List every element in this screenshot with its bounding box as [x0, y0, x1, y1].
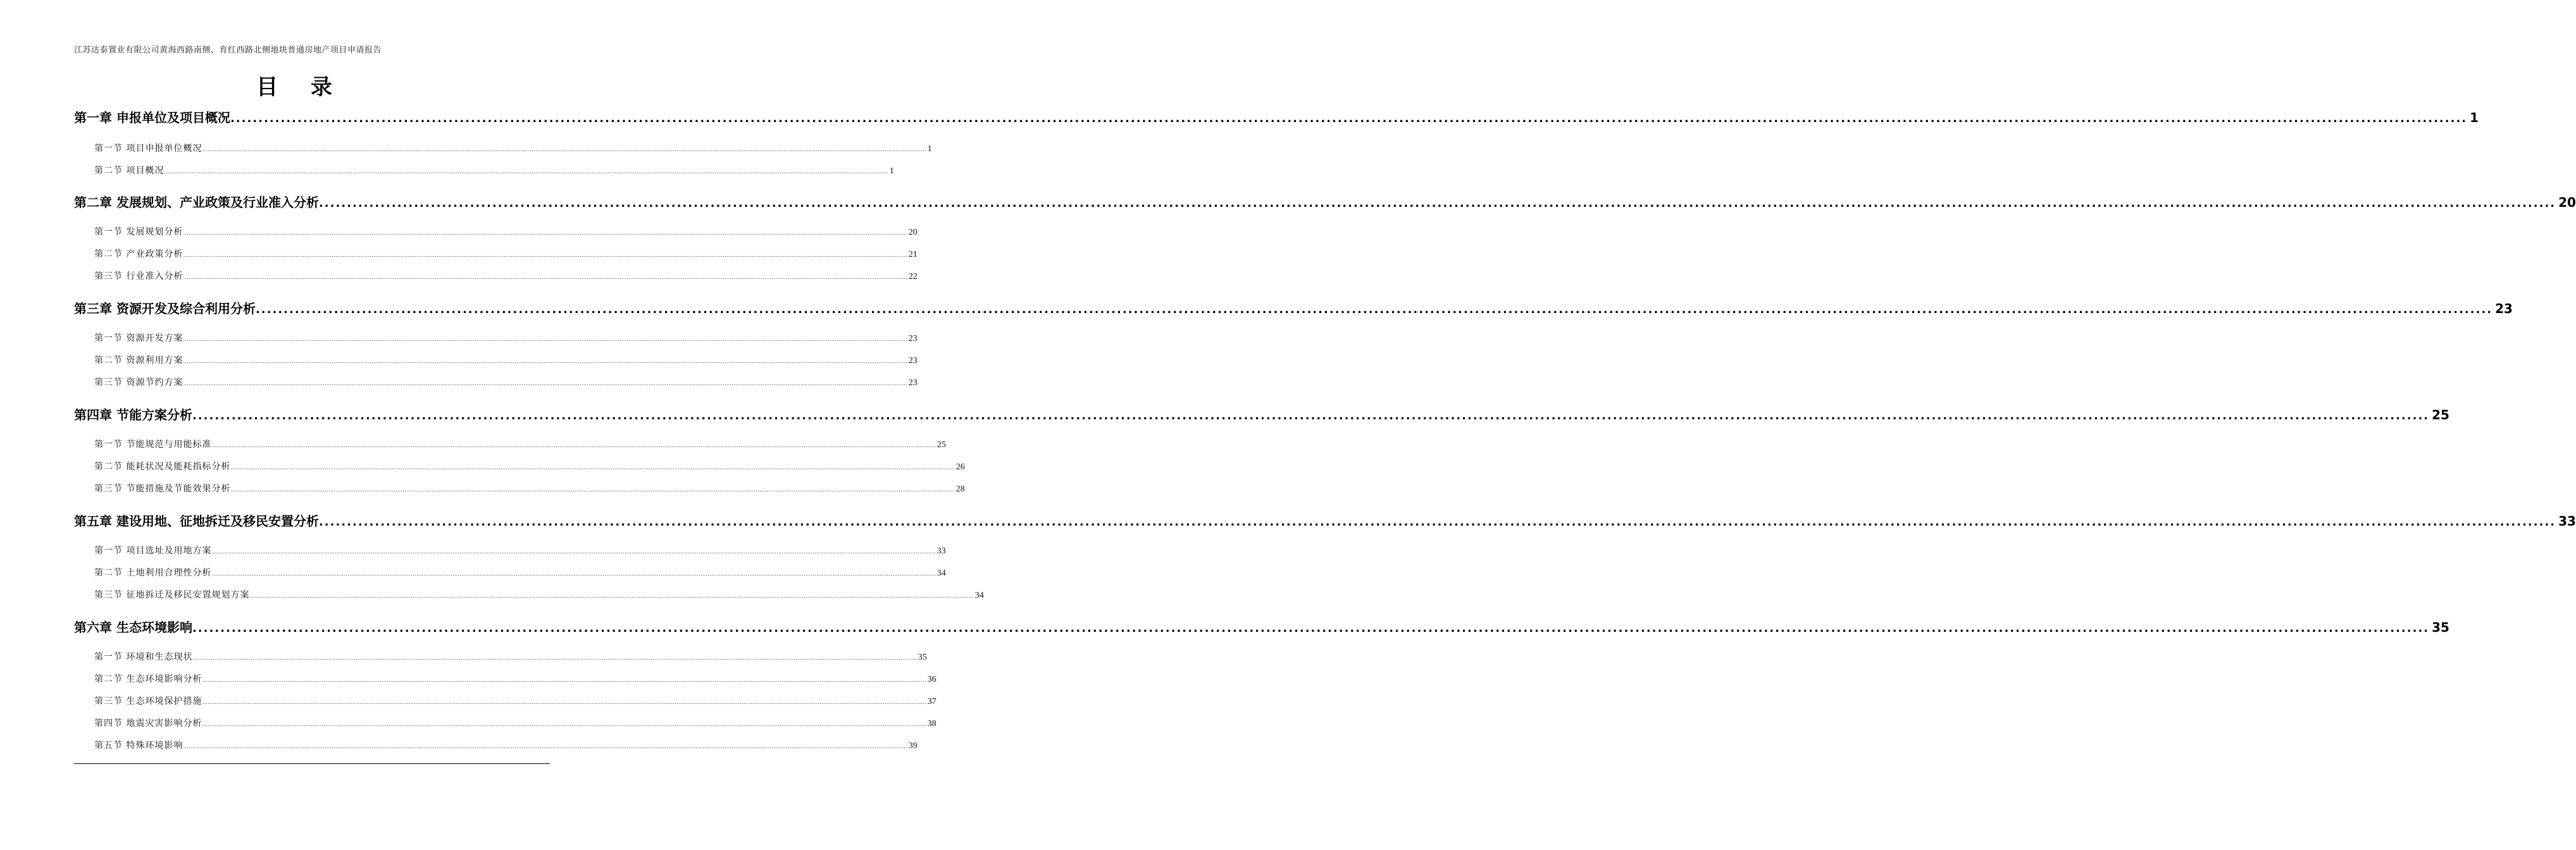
chapter-page-number: 33: [2558, 514, 2576, 529]
section-page-number: 37: [927, 697, 936, 706]
dot-leader: ................................................................................................................................................................................................................................................................................................................................................................................................................: [202, 677, 926, 684]
toc-section[interactable]: [94, 142, 932, 154]
dot-leader: ................................................................................................................................................................................................................................................................................................................................................................................................................: [318, 515, 2556, 529]
toc-chapter-1[interactable]: [74, 108, 2479, 126]
section-label: 第一节 发展规划分析: [94, 227, 184, 237]
toc-section[interactable]: [94, 544, 946, 557]
dot-leader: ................................................................................................................................................................................................................................................................................................................................................................................................................: [183, 252, 907, 259]
toc-section[interactable]: [94, 672, 936, 685]
toc-section[interactable]: [94, 588, 984, 601]
toc-section[interactable]: [94, 694, 936, 707]
section-label: 第三节 行业准入分析: [94, 271, 184, 281]
dot-leader: ................................................................................................................................................................................................................................................................................................................................................................................................................: [230, 112, 2468, 125]
running-header: 江苏达泰置业有限公司黄海西路南侧、育红西路北侧地块普通房地产项目申请报告: [74, 46, 382, 55]
dot-leader: ................................................................................................................................................................................................................................................................................................................................................................................................................: [183, 274, 907, 281]
section-label: 第三节 节能措施及节能效果分析: [94, 484, 231, 494]
section-page-number: 1: [889, 166, 894, 176]
section-label: 第三节 征地拆迁及移民安置规划方案: [94, 590, 250, 600]
chapter-page-number: 35: [2432, 620, 2449, 635]
section-label: 第五节 特殊环境影响: [94, 741, 184, 751]
section-page-number: 34: [974, 591, 984, 600]
toc-section[interactable]: [94, 376, 918, 388]
dot-leader: ................................................................................................................................................................................................................................................................................................................................................................................................................: [211, 443, 936, 449]
toc-chapter-4[interactable]: [74, 405, 2449, 423]
toc-chapter-5[interactable]: [74, 511, 2576, 529]
chapter-label: 第四章 节能方案分析: [74, 407, 192, 422]
dot-leader: ................................................................................................................................................................................................................................................................................................................................................................................................................: [183, 359, 907, 365]
dot-leader: ................................................................................................................................................................................................................................................................................................................................................................................................................: [183, 744, 907, 750]
section-page-number: 23: [908, 356, 918, 366]
dot-leader: ................................................................................................................................................................................................................................................................................................................................................................................................................: [318, 197, 2556, 210]
toc-section[interactable]: [94, 225, 918, 238]
section-page-number: 34: [936, 569, 946, 578]
section-label: 第二节 生态环境影响分析: [94, 674, 202, 684]
chapter-label: 第二章 发展规划、产业政策及行业准入分析: [74, 195, 319, 210]
dot-leader: ................................................................................................................................................................................................................................................................................................................................................................................................................: [192, 655, 917, 662]
toc-chapter-3[interactable]: [74, 299, 2513, 317]
toc-section[interactable]: [94, 331, 918, 344]
toc-section[interactable]: [94, 717, 936, 729]
dot-leader: ................................................................................................................................................................................................................................................................................................................................................................................................................: [183, 230, 907, 237]
chapter-page-number: 20: [2558, 195, 2576, 210]
toc-section[interactable]: [94, 739, 918, 751]
section-label: 第一节 项目申报单位概况: [94, 144, 202, 154]
chapter-label: 第五章 建设用地、征地拆迁及移民安置分析: [74, 514, 319, 529]
toc-section[interactable]: [94, 247, 918, 260]
section-page-number: 36: [927, 675, 936, 684]
section-label: 第一节 资源开发方案: [94, 333, 184, 343]
dot-leader: ................................................................................................................................................................................................................................................................................................................................................................................................................: [211, 549, 936, 555]
section-page-number: 1: [927, 144, 932, 154]
section-page-number: 20: [908, 228, 918, 237]
dot-leader: ................................................................................................................................................................................................................................................................................................................................................................................................................: [230, 487, 955, 493]
section-page-number: 26: [955, 462, 965, 472]
dot-leader: ................................................................................................................................................................................................................................................................................................................................................................................................................: [202, 699, 926, 706]
section-label: 第一节 节能规范与用能标准: [94, 440, 212, 450]
toc-section[interactable]: [94, 460, 965, 472]
chapter-label: 第三章 资源开发及综合利用分析: [74, 301, 256, 316]
dot-leader: ................................................................................................................................................................................................................................................................................................................................................................................................................: [183, 336, 907, 343]
page-title: 目 录: [256, 75, 345, 100]
dot-leader: ................................................................................................................................................................................................................................................................................................................................................................................................................: [202, 722, 926, 728]
section-label: 第三节 资源节约方案: [94, 378, 184, 388]
section-page-number: 33: [936, 546, 946, 556]
chapter-page-number: 23: [2495, 301, 2513, 316]
section-page-number: 35: [918, 653, 927, 662]
section-page-number: 39: [908, 741, 918, 751]
dot-leader: ................................................................................................................................................................................................................................................................................................................................................................................................................: [192, 622, 2430, 635]
dot-leader: ................................................................................................................................................................................................................................................................................................................................................................................................................: [249, 593, 974, 600]
section-label: 第二节 能耗状况及能耗指标分析: [94, 462, 231, 472]
dot-leader: ................................................................................................................................................................................................................................................................................................................................................................................................................: [183, 381, 907, 387]
chapter-label: 第六章 生态环境影响: [74, 620, 192, 635]
section-page-number: 22: [908, 272, 918, 281]
section-page-number: 23: [908, 378, 918, 388]
section-page-number: 21: [908, 250, 918, 259]
chapter-page-number: 1: [2470, 110, 2479, 125]
section-page-number: 23: [908, 334, 918, 343]
chapter-page-number: 25: [2432, 407, 2449, 422]
toc-section[interactable]: [94, 482, 965, 495]
toc-section[interactable]: [94, 566, 946, 579]
dot-leader: ................................................................................................................................................................................................................................................................................................................................................................................................................: [211, 571, 936, 577]
section-label: 第一节 环境和生态现状: [94, 652, 193, 662]
toc-section[interactable]: [94, 164, 894, 176]
section-page-number: 28: [955, 484, 965, 494]
dot-leader: ................................................................................................................................................................................................................................................................................................................................................................................................................: [192, 409, 2430, 422]
toc-chapter-6[interactable]: [74, 617, 2449, 636]
toc-chapter-2[interactable]: [74, 192, 2576, 211]
section-label: 第二节 项目概况: [94, 166, 165, 176]
section-label: 第一节 项目选址及用地方案: [94, 546, 212, 556]
dot-leader: ................................................................................................................................................................................................................................................................................................................................................................................................................: [164, 169, 888, 175]
section-label: 第二节 资源利用方案: [94, 355, 184, 366]
section-label: 第四节 地震灾害影响分析: [94, 718, 202, 729]
footer-rule: [74, 763, 550, 764]
toc-section[interactable]: [94, 438, 946, 450]
toc-section[interactable]: [94, 354, 918, 366]
dot-leader: ................................................................................................................................................................................................................................................................................................................................................................................................................: [202, 147, 926, 153]
dot-leader: ................................................................................................................................................................................................................................................................................................................................................................................................................: [255, 303, 2493, 316]
chapter-label: 第一章 申报单位及项目概况: [74, 110, 230, 125]
section-page-number: 25: [936, 440, 946, 450]
dot-leader: ................................................................................................................................................................................................................................................................................................................................................................................................................: [230, 465, 955, 471]
toc-section[interactable]: [94, 650, 927, 663]
section-label: 第二节 产业政策分析: [94, 249, 184, 259]
toc-section[interactable]: [94, 269, 918, 282]
section-label: 第二节 土地利用合理性分析: [94, 568, 212, 578]
section-page-number: 38: [927, 719, 936, 729]
section-label: 第三节 生态环境保护措施: [94, 696, 202, 706]
